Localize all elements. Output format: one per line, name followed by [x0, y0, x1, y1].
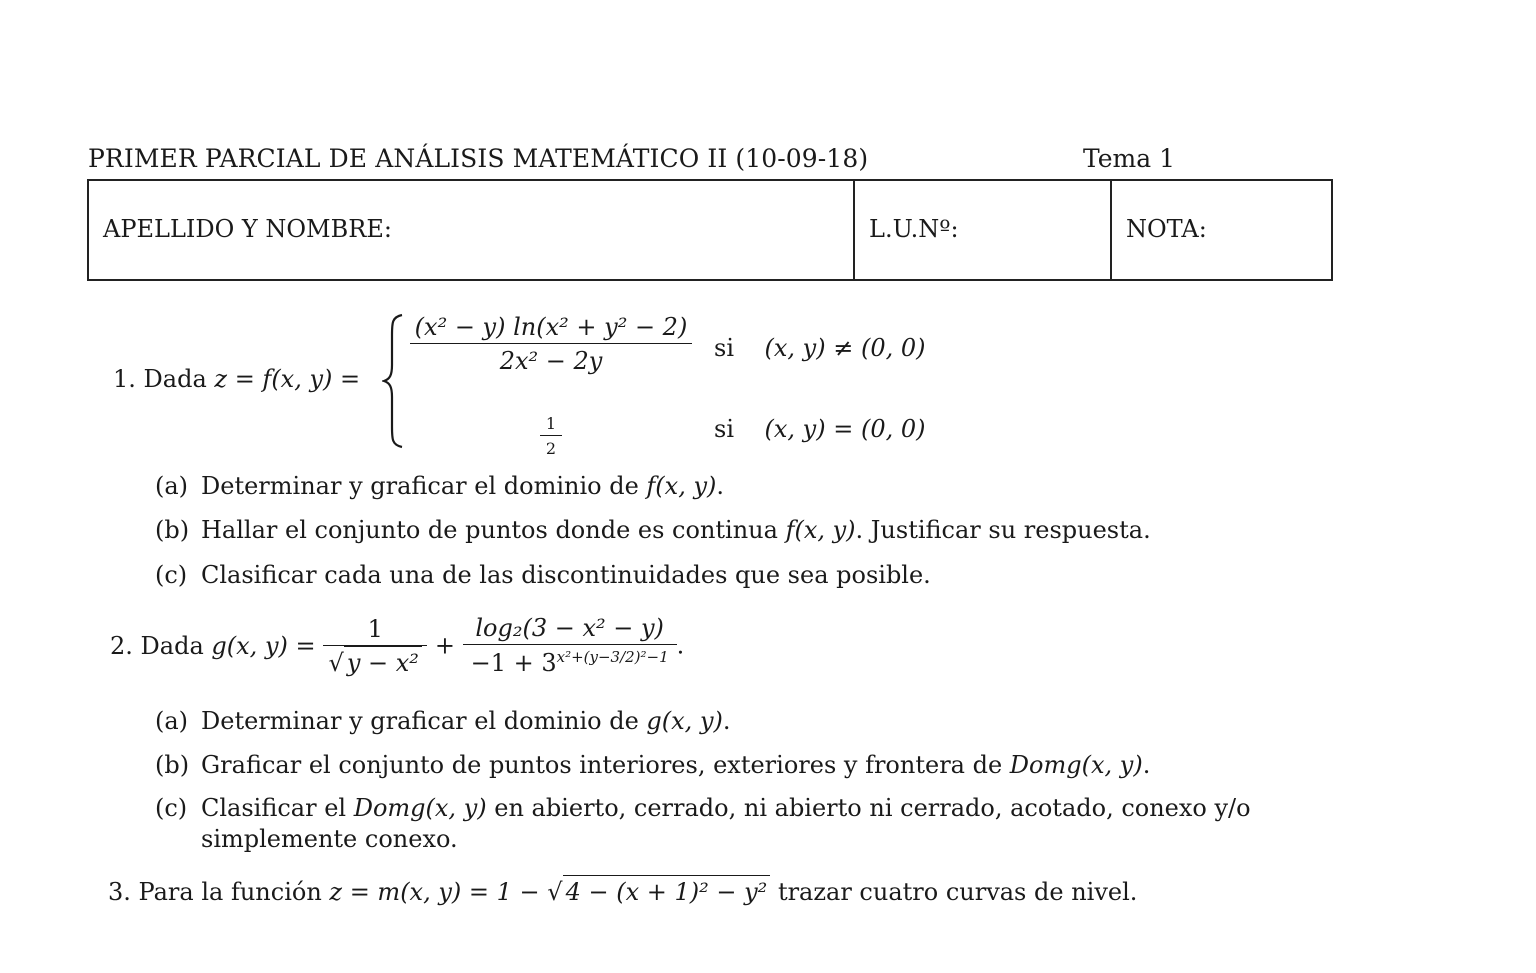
q2-frac2-exponent: x²+(y−3/2)²−1: [556, 648, 669, 666]
student-id-box: [87, 179, 1333, 281]
q1-case1-cond: (x, y) ≠ (0, 0): [764, 334, 926, 362]
name-label: APELLIDO Y NOMBRE:: [103, 215, 392, 243]
q3-statement: [108, 878, 1137, 906]
q2-frac1-denominator: y − x²: [344, 646, 422, 677]
q3-lhs: z = m(x, y) = 1 −: [329, 878, 540, 906]
q2-fraction-2: [463, 614, 677, 677]
q1-lhs: z = f(x, y) =: [214, 365, 361, 393]
exam-topic: Tema 1: [1083, 144, 1175, 173]
q1-intro: Dada: [143, 365, 207, 393]
q3-radicand: 4 − (x + 1)² − y²: [563, 875, 771, 906]
exam-title: PRIMER PARCIAL DE ANÁLISIS MATEMÁTICO II (10-09-18): [88, 144, 869, 173]
sqrt-icon: √: [328, 648, 344, 677]
q2-plus: +: [434, 631, 455, 660]
name-cell[interactable]: [89, 181, 855, 279]
sqrt-icon: √: [547, 878, 563, 906]
q2-statement: [110, 614, 684, 677]
q1-case1-denominator: 2x² − 2y: [410, 343, 692, 375]
q1-case2-fraction: [540, 414, 562, 458]
q3-intro: Para la función: [138, 878, 322, 906]
q2-lhs: g(x, y) =: [211, 631, 316, 660]
left-brace-icon: [382, 313, 406, 449]
lu-cell[interactable]: [855, 181, 1112, 279]
q2-frac2-numerator: log₂(3 − x² − y): [475, 614, 664, 642]
q1-case2-numerator: 1: [545, 414, 557, 433]
q1-case2-denominator: 2: [540, 435, 562, 458]
q2-item-b: (b) Graficar el conjunto de puntos interiores, exteriores y frontera de Domg(x, y).: [155, 751, 1151, 779]
grade-cell[interactable]: [1112, 181, 1334, 279]
q1-case2-cond: (x, y) = (0, 0): [764, 415, 926, 443]
q3-tail: trazar cuatro curvas de nivel.: [777, 878, 1138, 906]
q1-case2-si: si: [714, 415, 734, 443]
q2-intro: Dada: [140, 631, 204, 660]
q1-case1-fraction: [410, 313, 692, 375]
q1-number: 1.: [113, 365, 136, 393]
q1-item-c: (c) Clasificar cada una de las discontinuidades que sea posible.: [155, 561, 931, 589]
q1-case1-si: si: [714, 334, 734, 362]
q3-number: 3.: [108, 878, 131, 906]
lu-label: L.U.Nº:: [869, 215, 959, 243]
q2-item-c-continuation: simplemente conexo.: [201, 825, 458, 853]
q2-frac2-denominator: −1 + 3: [470, 649, 557, 677]
q1-item-b: (b) Hallar el conjunto de puntos donde es continua f(x, y). Justificar su respuesta.: [155, 516, 1151, 544]
q2-number: 2.: [110, 631, 133, 660]
q1-item-a: (a) Determinar y graficar el dominio de f(x, y).: [155, 472, 725, 500]
q2-item-a: (a) Determinar y graficar el dominio de g(x, y).: [155, 707, 731, 735]
q2-fraction-1: [323, 615, 427, 677]
q1-case2-condition: [714, 415, 925, 443]
q2-end: .: [676, 631, 685, 660]
q1-case1-numerator: (x² − y) ln(x² + y² − 2): [414, 313, 688, 341]
q1-case1-condition: [714, 334, 925, 362]
grade-label: NOTA:: [1126, 215, 1207, 243]
q2-item-c: (c) Clasificar el Domg(x, y) en abierto, cerrado, ni abierto ni cerrado, acotado, conexo y/o: [155, 794, 1251, 822]
q1-statement: [113, 365, 360, 393]
q2-frac1-numerator: 1: [367, 614, 383, 643]
